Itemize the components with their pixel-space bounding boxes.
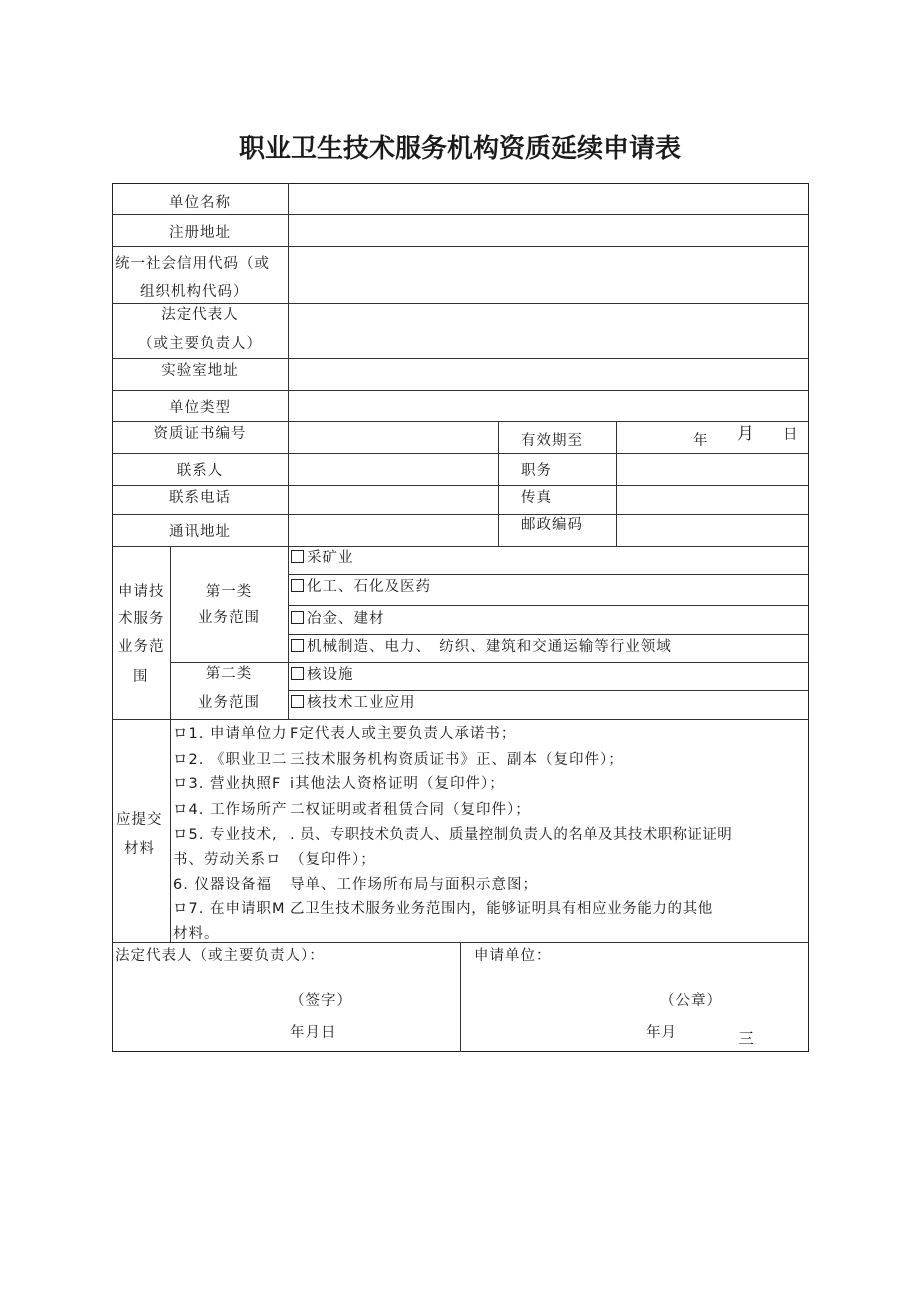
material-left: ロ7. 在申请职M (173, 901, 286, 917)
label-cert-no: 资质证书编号 (153, 426, 247, 442)
label-phone: 联系电话 (169, 490, 231, 506)
material-left: ロ1. 申请单位力 (173, 726, 288, 742)
date-month: 月 (737, 424, 755, 444)
scope-item-chemical[interactable]: 化工、石化及医药 (291, 578, 431, 596)
label-legal-rep-2: （或主要负责人） (138, 336, 262, 352)
material-left: ロ5. 专业技术, (173, 827, 278, 843)
scope-label: 术服务 (118, 611, 165, 627)
cat2-label: 业务范围 (198, 695, 260, 711)
row-divider (112, 303, 809, 304)
label-lab-address: 实验室地址 (161, 363, 239, 379)
material-left: ロ2. 《职业卫二 (173, 752, 288, 768)
material-left: ロ4. 工作场所产 (173, 802, 288, 818)
checkbox-icon[interactable] (291, 639, 304, 652)
row-divider (112, 390, 809, 391)
checkbox-icon[interactable] (291, 667, 304, 680)
row-divider (112, 514, 809, 515)
label-credit-code: 统一社会信用代码（或 (115, 256, 270, 272)
material-right: F定代表人或主要负责人承诺书； (290, 726, 517, 742)
cat1-label: 业务范围 (198, 610, 260, 626)
row-divider (112, 358, 809, 359)
row-divider (112, 421, 809, 422)
material-right: i其他法人资格证明（复印件）； (290, 776, 505, 792)
seal-label: （公章） (660, 993, 722, 1009)
materials-label: 材料 (124, 841, 155, 857)
scope-item-nuclear-tech[interactable]: 核技术工业应用 (291, 694, 416, 712)
col-divider (288, 546, 289, 719)
checkbox-icon[interactable] (291, 611, 304, 624)
row-divider (112, 485, 809, 486)
label-postcode: 邮政编码 (521, 517, 583, 533)
col-divider (616, 421, 617, 546)
label-fax: 传真 (521, 490, 552, 506)
date-day: 日 (783, 427, 799, 443)
scope-item-metallurgy[interactable]: 冶金、建材 (291, 610, 385, 628)
label-contact: 联系人 (176, 463, 224, 479)
row-divider (170, 662, 809, 663)
scope-item-machinery[interactable]: 机械制造、电力、 纺织、建筑和交通运输等行业领域 (291, 638, 672, 656)
material-left: 6. 仪器设备福 (173, 877, 272, 893)
material-left: ロ3. 营业执照F (173, 776, 282, 792)
page-title: 职业卫生技术服务机构资质延续申请表 (238, 134, 681, 164)
row-divider (112, 453, 809, 454)
applicant-label: 申请单位： (474, 948, 552, 964)
date-right: 年月 (646, 1025, 677, 1041)
material-right: 导单、工作场所布局与面积示意图； (290, 877, 538, 893)
label-valid-until: 有效期至 (521, 433, 583, 449)
row-divider (288, 605, 809, 606)
sign-label: （签字） (290, 993, 352, 1009)
row-divider (112, 246, 809, 247)
legal-rep-label: 法定代表人（或主要负责人）： (115, 948, 325, 964)
scope-label: 业务范 (118, 639, 165, 655)
material-left: 书、劳动关系ロ (173, 852, 282, 868)
label-unit-name: 单位名称 (169, 195, 231, 211)
materials-label: 应提交 (116, 812, 163, 828)
scope-item-nuclear-facility[interactable]: 核设施 (291, 666, 354, 684)
col-divider (460, 942, 461, 1052)
row-divider (288, 634, 809, 635)
col-divider (288, 183, 289, 546)
material-right: . 员、专职技术负责人、质量控制负责人的名单及其技术职称证证明 (290, 827, 733, 843)
label-credit-code-2: 组织机构代码） (140, 284, 249, 300)
material-right: 二权证明或者租赁合同（复印件）； (290, 802, 531, 818)
material-right: 乙卫生技术服务业务范围内，能够证明具有相应业务能力的其他 (290, 901, 713, 917)
checkbox-icon[interactable] (291, 579, 304, 592)
checkbox-icon[interactable] (291, 695, 304, 708)
date-year: 年 (693, 433, 709, 449)
material-left: 材料。 (173, 926, 220, 942)
scope-label: 申请技 (118, 584, 165, 600)
label-mail-address: 通讯地址 (169, 524, 231, 540)
material-right: （复印件）； (290, 852, 376, 868)
cat2-label: 第二类 (205, 666, 253, 682)
row-divider (112, 214, 809, 215)
checkbox-icon[interactable] (291, 550, 304, 563)
stray-mark: 三 (738, 1029, 756, 1048)
col-divider (170, 719, 171, 942)
row-divider (112, 719, 809, 720)
label-reg-address: 注册地址 (169, 225, 231, 241)
scope-label: 围 (133, 669, 149, 685)
date-left: 年月日 (290, 1025, 337, 1041)
col-divider (498, 421, 499, 546)
material-right: 三技术服务机构资质证书》正、副本（复印件）； (290, 752, 624, 768)
scope-item-mining[interactable]: 采矿业 (291, 549, 354, 567)
label-position: 职务 (521, 463, 552, 479)
row-divider (288, 574, 809, 575)
label-legal-rep: 法定代表人 (161, 307, 239, 323)
cat1-label: 第一类 (205, 584, 253, 600)
row-divider (288, 690, 809, 691)
row-divider (112, 546, 809, 547)
label-unit-type: 单位类型 (169, 400, 231, 416)
